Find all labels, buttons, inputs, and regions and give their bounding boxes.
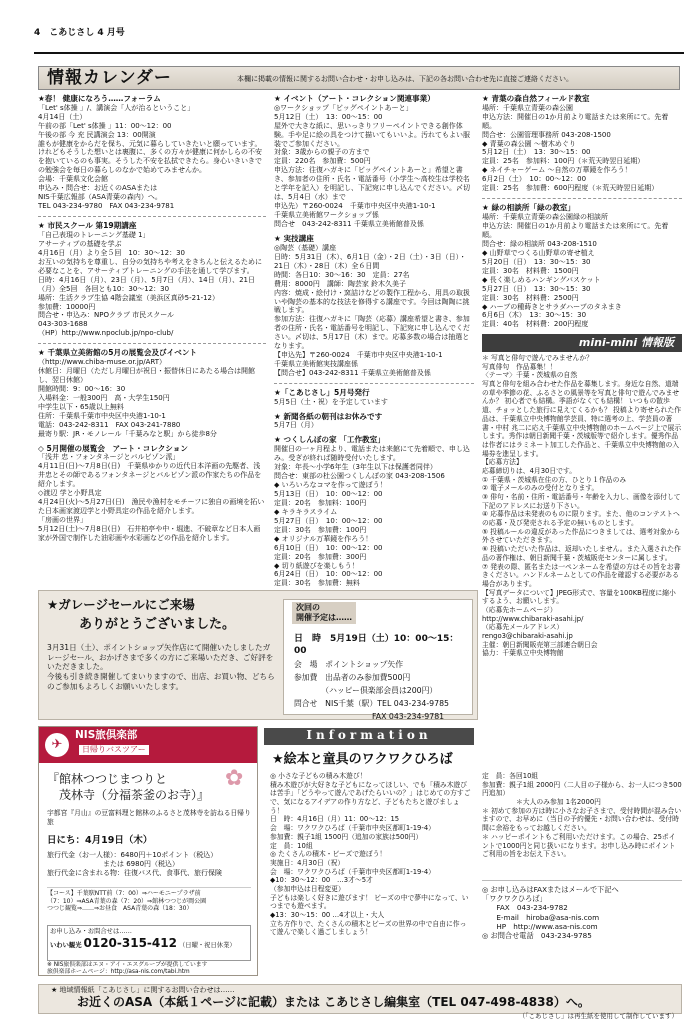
divider <box>274 383 474 384</box>
garage-body: 3月31日（土）、ポイントショップ矢作店にて開催いたしましたガレージセール、おかげさまで多くの方にご来場いただき、ご好評をいただきました。 今後も引き続き開催してまいりますので、出店、お買い物、どちらのご参加もよろしくお願いいたします。 <box>47 643 275 691</box>
event-item <box>482 203 682 329</box>
header-divider <box>34 52 684 54</box>
recycled-paper-note: （「こあじさし」は再生紙を使用して制作しています） <box>518 1012 678 1020</box>
event-item <box>38 348 266 438</box>
event-title: ◇ 5月開催の展覧会 アート・コレクション <box>38 443 188 453</box>
event-item <box>38 444 266 543</box>
event-body: 場所：千葉県立青葉の森公園緑の相談所 申込方法：開催日の1か月前より電話または来所にて。先着順。 問合せ：緑の相談所 043-208-1510 ◆ 山野草でつくる山野草の寄せ植え 5月20日（日） 13：30～15：30 定員：30名 材料費：1500円 ◆ 長く楽しめるハンギングバスケット 5月27日（日） 13：30～15：30 定員：30名 材料費：2500円 ◆ ハーブの種蒔きとサラダハーブのタネまき 6月6日（木） 13：30～15：30 定員：40名 材料費：200円程度 <box>482 212 669 329</box>
bus-icon: ✈ <box>45 733 69 757</box>
contact-phone[interactable]: 0120-315-412 <box>83 936 177 951</box>
detail-row: 問合せ NIS千葉（駅）TEL 043-234-9785 <box>294 698 449 708</box>
event-title: ★ イベント（アート・コレクション関連事業） <box>274 94 435 103</box>
information-right-text: 定 員：各回10組 参加費：親子1組 2000円（二人目の子様から、お一人につき500円追加） ＊大人のみ参加 1名2000円 ＊ 初めて参加の方は時に小さなお子さまで、受付時間が混み合いますので、お早めに（当日の予約優先・お問い合わせは、受付時間に余裕をもってお越しください。 ＊ ハッピーポイントもご利用いただけます。この場合、25ポイントで1000円と同じ扱いになります。お申し込み時にポイントご利用の旨をお伝え下さい。 <box>482 772 682 859</box>
event-title: ★「こあじさし」5月号発行 <box>274 388 370 398</box>
next-event-details <box>294 634 470 725</box>
event-item <box>274 94 474 229</box>
event-title: ★ 千葉県立美術館の5月の展覧会及びイベント <box>38 348 198 358</box>
event-item <box>38 221 266 338</box>
event-item <box>274 388 474 407</box>
event-body: （http://www.chiba-muse.or.jp/ART） 休館日：月曜日（ただし月曜日が祝日・振替休日にあたる場合は開館し、翌日休館） 開館時間：9：00～16：30 入場料金：一般300円 高・大学生150円 中学生以下・65歳以上無料 住所：千葉県千葉市中央区中央港1-10-1 電話：043-242-8311 FAX 043-241-7880 最寄り駅：JR・モノレール「千葉みなと駅」から徒歩8分 <box>38 358 255 438</box>
detail-row: 参加費 出品者のみ参加費500円 <box>294 673 411 682</box>
event-title: ★ 市民スクール 第19期講座 <box>38 221 137 231</box>
garage-title-2: ありがとうございました。 <box>79 617 236 632</box>
mini-info-body: ＊ 写真と俳句で遊んでみませんか？ 写真俳句 作品募集！！ 〈テーマ〉千葉・茨城県の自然 写真と俳句を組み合わせた作品を募集します。身近な自然、道端の草や季節の花、ふるさとの風景等を写真と俳句で遊んでみませんか？ 初心者でも結構。季語がなくても結構！ いつもの散歩道、チョッとした旅行に見えてくるかも？ 投稿より寄せられた作品は、千葉県立中央博物館学芸員、特に選考の上、学芸員の著書・中村 兆二に応え千葉県立中央博物館のホームページ上で展示します。秀作は朝日新聞千葉・茨城版等で紹介します。優秀作品は作者にはラミネート加工した作品と、千葉県立中央博物館の入場券を進呈します。 【応募方法】 応募締切りは、4月30日です。 ① 千葉県・茨城県在住の方、ひとり１作品のみ ② 電子メールのみの受付となります。 ③ 俳句・名前・住所・電話番号・年齢を入力し、画像を添付して下記のアドレスにお送り下さい。 ④ 応募作品は未発表のものに限ります。また、他のコンテストへの応募・及び発売される予定の無いものとします。 ⑤ 投稿ルールの違反があった作品につきましては、選考対象から外させていただきます。 ⑥ 投稿いただいた作品は、返却いたしません。また入選された作品の著作権は、朝日新聞千葉・茨城販売センターに属します。 ⑦ 発表の際、匿名または一ペンネームを希望の方はその旨をお書きください。ハンドルネームとしての作品を確認する必要がある場合があります。 【写真データについて】JPEG形式で、容量を100KB程度に縮小するよう、お願いします。 （応募先ホームページ） http://www.chibaraki-asahi.jp/ （応募先メールアドレス） rengo3@chibaraki-asahi.jp 主催：朝日新聞販売第三部連合朝日会 協力：千葉県立中央博物館 <box>482 354 682 658</box>
calendar-title: 情報カレンダー <box>47 68 172 88</box>
next-event-heading: 次回の 開催予定は…… <box>292 602 356 624</box>
footer-contact-box <box>38 984 682 1014</box>
garage-title: ★ガレージセールにご来場 <box>47 597 195 612</box>
event-body: 場所：千葉県立青葉の森公園 申込方法：開催日の1か月前より電話または来所にて。先着順。 問合せ：公園管理事務所 043-208-1500 ◆ 青葉の森公園 ～樹木めぐり 5月12日（土） 13：30～15：00 定員：25名 参加料：100円（＊荒天時翌日延期） ◆ ネイチャーゲーム ～自然の万華鏡を作ろう！ 6月2日（土） 10：00～12：00 定員：25名 参加費：600円程度（＊荒天時翌日延期） <box>482 103 669 193</box>
tour-date: 日にち：4月19日（木） <box>47 835 153 846</box>
page-header: 4 こあじさし 4 月号 <box>34 28 125 38</box>
divider <box>38 343 266 344</box>
calendar-header <box>38 66 680 90</box>
newsletter-page <box>34 8 684 1022</box>
information-bar: Information <box>264 728 474 745</box>
phone-note: （日曜・祝日休業） <box>178 942 236 950</box>
nis-club-name: NIS旅倶楽部 <box>75 729 138 741</box>
event-title: ★ 実技講座 <box>274 234 314 244</box>
event-title: ★春！ 健康になろう……フォーラム <box>38 94 161 103</box>
nis-subtitle: 日帰りバスツアー <box>79 745 149 755</box>
footer-line-2: お近くのASA（本紙１ページに記載）または こあじさし編集室（TEL 047-498-4838）へ。 <box>77 995 590 1009</box>
tour-course: 【コース】千葉駅NTT前（7：00）⇒ハーモニープラザ前 （7：10）⇒ASA青葉の森（7：20）⇒館林つつじが岡公園 つつじ観覧⇒……⇒お昼食 ASA青葉の森（18：30） <box>47 887 251 913</box>
event-item <box>38 94 266 211</box>
event-title: ★ つくしんぼの家 「工作教室」 <box>274 435 385 445</box>
calendar-column-3 <box>482 94 682 339</box>
event-body: 5月7日（月） <box>274 421 318 430</box>
event-body: 「Let' s体操 」/、講演会「人が治るということ」 4月14日（土） 午前の部「Let' s体操 」11：00～12：00 午後の部 今 充 民講演会 13：00開演 誰もが健康をからだを保ち、元気に暮らしていきたいと願っています。けれどもそうした想いとは裏腹に、多くの方々が健康に何かしらの不安を抱いているのも事実。そうした不安を払拭できたら。身心いきいきでの勉強会を毎日の暮らしのなかで始めてみませんか。 会場：千葉県文化会館 申込み・問合せ：お近くのASAまたは NIS千葉広報部（ASA青葉の森内）へ。 TEL 043-234-9780 FAX 043-234-9781 <box>38 103 262 211</box>
information-title: ★絵本と童具のワクワクひろば <box>272 752 453 767</box>
detail-row: 日 時 5月19日（土）10：00～15：00 <box>294 634 459 656</box>
event-body: 「浅井 忠・フォンタネージとバルビゾン派」 4月11日(日)～7月8日(日) 千葉県ゆかりの近代日本洋画の先駆者、浅井忠とその師であるフォンタネージとバルビゾン派の作家たちの作品を紹介します。 ◇渡辺 学と小野具定 4月24日(火)～5月27日(日) 漁民や漁村をモチーフに独自の画境を拓いた日本画家渡辺学と小野具定の作品を紹介します。 「房画の世界」 5月12日(土)～7月8日(日) 石井柏亭や中・堀進、不破章など日本人画家が外国で制作した油彩画や水彩画などの作品を紹介します。 <box>38 453 265 542</box>
detail-row: 会 場 ポイントショップ矢作 <box>294 660 403 670</box>
footer-line-1: ★ 地域情報紙「こあじさし」に関するお問い合わせは…… <box>51 986 235 994</box>
nis-header <box>39 727 257 763</box>
tour-description: 宇都宮『月山』の豆富料理と館林のふるさと茂林寺を訪ねる日帰り旅 <box>47 809 251 826</box>
event-body: ◎陶芸（基礎）講座 日時：5月31日（木）、6月1日（金）・2日（土）・3日（日）・21日（木）・28日（木）全６日間 時間：各日10：30～16：30 定員：27名 費用：8000円 講師：陶芸家 鈴木久美子 内容：焼成・絵付け・窯詰けなどの製作工程から、用具の取扱いや陶芸の基本的な技法を修得する講座です。今回は陶陶に挑戦します。 参加方法：往復ハガキに「陶芸（応募）講座希望と書き、参加者の住所・氏名・電話番号を明記し、下記宛に申し込んでください。〆切は、5月17日（木）まで。応募多数の場合は抽選となります。 【申込先】〒260-0024 千葉市中央区中央港1-10-1 千葉県立美術館実技講座係 【問合せ】043-242-8311 千葉県立美術館普及係 <box>274 243 470 378</box>
nis-footer: ※ NIS旅倶楽部はエヌ・アイ・エスグループが提供しています 旅倶楽部ホームページ：http://asa-nis.com/tabi.htm <box>47 962 208 976</box>
detail-row: FAX 043-234-9781 <box>294 711 445 721</box>
flower-icon: ✿ <box>225 766 244 791</box>
information-apply: ◎ お申し込みはFAXまたはメールで下記へ 「ワクワクひろば」 FAX 043-234-9782 E-mail hiroba@asa-nis.com HP http://www.asa-nis.com ◎ お問合せ電話 043-234-9785 <box>482 880 682 940</box>
tour-contact <box>47 925 251 961</box>
event-item <box>482 94 682 193</box>
tour-title: 『館林つつじまつりと 茂林寺（分福茶釜のお寺）』 <box>47 772 210 803</box>
detail-row: （ハッピー倶楽部会員は200円） <box>294 685 438 695</box>
event-item <box>274 435 474 588</box>
information-left-text: ◎ 小さな子どもの積み木遊び！ 積み木遊びが大好きな子どもになってほしい、でも「積み木遊びは苦手」「どうやって遊んであげたらいいの？」はじめての方すごで、気になるアイデアの作り方など、子どもたちと遊びましょう！ 日 時：4月16日（月）11：00～12：15 会 場：ワクワクひろば（千葉市中央区都町1-19-4） 参加費：親子1組 1500円（追加の家族は500円） 定 員：10組 ◎ たくさんの積木・ビーズで遊ぼう！ 実施日：4月30日（祝） 会 場：ワクワクひろば（千葉市中央区都町1-19-4） ◆10：30～12：00 …3才～5才 （参加申込は日程変更） 子どもは楽しく好きに遊びます！ ビーズの中で夢中になって、いつまでも遊べます。 ◆13：30～15：00 …4才以上・大人 立ち方作りで、たくさんの積木とビーズの世界の中で自由に作って遊んで楽しく過ごしましょう！ <box>270 772 471 937</box>
company-name: いわい観光 <box>50 942 82 950</box>
divider <box>482 198 682 199</box>
event-body: 5月5日（土・祝）を予定しています <box>274 397 388 406</box>
event-body: 開催日の一ヶ月程より、電話または来館にて先着順で、申し込み。受ぎが終れば随時受付いたします。 対象：年長～小学6年生（3年生以下は保護者同伴） 問合せ：東部の杜公園つくしんぼの家 043-208-1506 ◆ いろいろなコマを作って遊ぼう！ 5月13日（日） 10：00～12：00 定員：20名 参加料：100円 ◆ キラキラスライム 5月27日（日） 10：00～12：00 定員：30名 参加費：100円 ◆ オリジナル万華鏡を作ろう！ 6月10日（日） 10：00～12：00 定員：20名 参加費：300円 ◆ 切り紙遊びを楽しもう！ 6月24日（日） 10：00～12：00 定員：30名 参加費：無料 <box>274 445 470 588</box>
event-title: ★ 緑の相談所「緑の教室」 <box>482 203 575 213</box>
event-title: ★ 青葉の森自然フィールド教室 <box>482 94 590 103</box>
event-item <box>274 412 474 431</box>
tour-price: 旅行代金（お一人様）：6480円＋10ポイント（税込） または 6980円（税込） 旅行代金に含まれる物：往復バス代、食事代、旅行保険 <box>47 851 222 877</box>
calendar-column-1 <box>38 94 266 564</box>
contact-label: お申し込み・お問合せは…… <box>50 928 132 935</box>
calendar-note: 本欄に掲載の情報に関するお問い合わせ・お申し込みは、下記の各お問い合わせ先に直接ご連絡ください。 <box>237 75 573 83</box>
event-body: ◎ワークショップ「ビッグペイントあーと」 5月12日（土） 13：00～15：00 屋外で大きな紙に、思いっきりフリーペイントできる創作体験。手や足に絵の具をつけて描いてもいいよ。汚れてもよい服装でご参加ください。 対象：3歳からの親子の方まで 定員：220名 参加費：500円 申込方法：往復ハガキに「ビッグペイントあーと」希望と書き、参加者の住所・氏名・電話番号（小学生～高校生は学校名と学年を記入）を明記し、下記宛に申し込んでください。〆切は、5月4日（水）まで 申込先）〒260-0024 千葉市中央区中央港1-10-1 千葉県立美術館ワークショップ係 問合せ 043-242-8311 千葉県立美術館普及係 <box>274 103 470 229</box>
next-event-box <box>283 599 473 721</box>
information-section <box>264 728 682 968</box>
garage-sale-box <box>38 590 478 720</box>
event-title: ★ 新聞各紙の朝刊はお休みです <box>274 411 383 421</box>
mini-info-header: mini-mini 情報版 <box>482 334 682 352</box>
event-body: 「自己表現のトレーニング基礎 1」 アサーティブの基礎を学ぶ 4月16日（月）より全５回 10：30～12：30 お互いの気持ちを尊重し、自分の気持ちや考えをきちんと伝えるために必要なことを、アサーティブトレーニングの手法を通して学びます。 日時：4月16日（月）、23日（月）、5月7日（月）、14日（月）、21日（月）全5回 各回とも10：30～12：30 場所：生活クラブ生協 4階会議室（美浜区真砂5-21-12） 参加費：10000円 問合せ・申込み：NPOクラブ 市民スクール 043-303-1688 （HP）http://www.npoclub.jp/npo-club/ <box>38 230 262 338</box>
event-item <box>274 234 474 378</box>
calendar-column-2 <box>274 94 474 596</box>
divider <box>38 216 266 217</box>
nis-tour-ad <box>38 726 258 976</box>
